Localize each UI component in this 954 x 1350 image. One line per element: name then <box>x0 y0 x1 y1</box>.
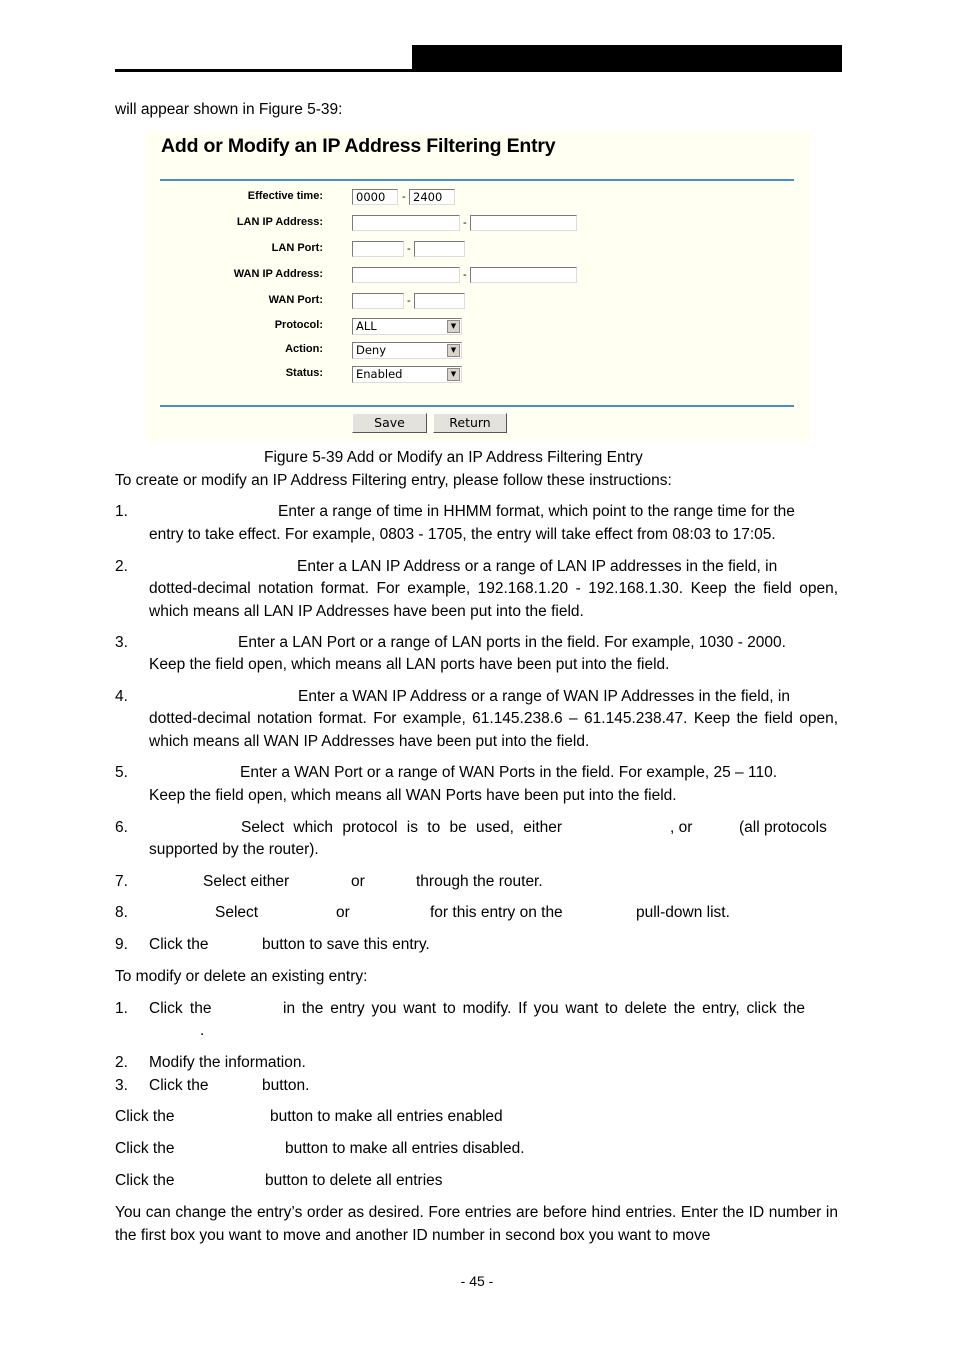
protocol-value: ALL <box>356 319 377 333</box>
step-number: 5. <box>115 764 128 781</box>
chevron-down-icon[interactable]: ▼ <box>447 344 460 357</box>
step-number: 1. <box>115 1000 128 1017</box>
effective-time-to-input[interactable]: 2400 <box>409 189 455 205</box>
step-text: . <box>200 1022 205 1039</box>
range-separator: - <box>463 217 467 229</box>
step-text: or <box>351 873 365 890</box>
figure-top-rule <box>160 179 794 181</box>
wan-ip-label: WAN IP Address: <box>233 268 323 280</box>
step-number: 2. <box>115 1054 128 1071</box>
intro-text: will appear shown in Figure 5-39: <box>115 101 343 118</box>
status-label: Status: <box>285 367 323 379</box>
step-text: Enter a LAN IP Address or a range of LAN IP addresses in the field, in <box>297 558 778 575</box>
step-text: , or <box>670 819 693 836</box>
step-text: in the entry you want to modify. If you want to delete the entry, click the <box>283 1000 805 1017</box>
step-text: Enter a range of time in HHMM format, which point to the range time for the <box>278 503 795 520</box>
step-text: Enter a LAN Port or a range of LAN ports in the field. For example, 1030 - 2000. <box>238 634 786 651</box>
step-text: entry to take effect. For example, 0803 - 1705, the entry will take effect from 08:03 to 17:05. <box>149 526 776 543</box>
step-text: Select either <box>203 873 290 890</box>
chevron-down-icon[interactable]: ▼ <box>447 320 460 333</box>
figure-title: Add or Modify an IP Address Filtering Entry <box>161 135 556 157</box>
wan-ip-start-input[interactable] <box>352 267 460 283</box>
step-number: 7. <box>115 873 128 890</box>
step-text: for this entry on the <box>430 904 563 921</box>
page-number: - 45 - <box>460 1273 494 1289</box>
closing-paragraph: You can change the entry’s order as desired. Fore entries are before hind entries. Enter the ID number in the first box you want to move and another ID number in second box you want to move <box>115 1204 838 1244</box>
range-separator: - <box>402 191 406 203</box>
action-label: Action: <box>285 343 323 355</box>
step-text: (all protocols <box>739 819 827 836</box>
range-separator: - <box>407 295 411 307</box>
figure-screenshot <box>145 131 810 441</box>
return-button[interactable]: Return <box>433 413 507 433</box>
step-number: 4. <box>115 688 128 705</box>
status-value: Enabled <box>356 367 403 381</box>
action-select[interactable] <box>352 342 462 359</box>
wan-port-label: WAN Port: <box>268 294 323 306</box>
lan-ip-start-input[interactable] <box>352 215 460 231</box>
figure-caption: Figure 5-39 Add or Modify an IP Address Filtering Entry <box>264 449 643 466</box>
step-number: 6. <box>115 819 128 836</box>
step-text: Keep the field open, which means all LAN ports have been put into the field. <box>149 656 670 673</box>
step-text: Select which protocol is to be used, either <box>241 819 563 836</box>
step-text: button to save this entry. <box>262 936 430 953</box>
protocol-label: Protocol: <box>274 319 323 331</box>
wan-port-end-input[interactable] <box>414 293 465 309</box>
step-text: dotted-decimal notation format. For example, 61.145.238.6 – 61.145.238.47. Keep the field open, which means all WAN IP Addresses have been put into the field. <box>149 710 838 750</box>
chevron-down-icon[interactable]: ▼ <box>447 368 460 381</box>
step-number: 3. <box>115 634 128 651</box>
figure-bottom-rule <box>160 405 794 407</box>
protocol-select[interactable] <box>352 318 462 335</box>
step-text: Select <box>215 904 259 921</box>
click-line-text: button to delete all entries <box>265 1172 443 1189</box>
click-line-text: button to make all entries disabled. <box>285 1140 525 1157</box>
click-line-text: Click the <box>115 1140 175 1157</box>
wan-ip-end-input[interactable] <box>470 267 577 283</box>
step-text: supported by the router). <box>149 841 319 858</box>
action-value: Deny <box>356 343 387 357</box>
effective-time-label: Effective time: <box>247 190 323 202</box>
effective-time-from-input[interactable]: 0000 <box>352 189 398 205</box>
click-line-text: button to make all entries enabled <box>270 1108 503 1125</box>
step-number: 2. <box>115 558 128 575</box>
save-button[interactable]: Save <box>352 413 427 433</box>
lan-port-end-input[interactable] <box>414 241 465 257</box>
step-text: Click the <box>149 936 209 953</box>
step-text: Click the <box>149 1077 209 1094</box>
step-text: through the router. <box>416 873 543 890</box>
lan-ip-end-input[interactable] <box>470 215 577 231</box>
step-number: 8. <box>115 904 128 921</box>
step-text: Enter a WAN IP Address or a range of WAN IP Addresses in the field, in <box>298 688 790 705</box>
modify-intro: To modify or delete an existing entry: <box>115 968 368 985</box>
click-line-text: Click the <box>115 1172 175 1189</box>
step-number: 3. <box>115 1077 128 1094</box>
lan-port-label: LAN Port: <box>271 242 323 254</box>
range-separator: - <box>463 269 467 281</box>
step-text: Modify the information. <box>149 1054 306 1071</box>
instructions-intro: To create or modify an IP Address Filtering entry, please follow these instructions: <box>115 472 672 489</box>
step-text: Click the <box>149 1000 212 1017</box>
lan-ip-label: LAN IP Address: <box>236 216 323 228</box>
header-bar <box>412 45 842 72</box>
status-select[interactable] <box>352 366 462 383</box>
click-line-text: Click the <box>115 1108 175 1125</box>
step-text: button. <box>262 1077 310 1094</box>
step-text: or <box>336 904 350 921</box>
wan-port-start-input[interactable] <box>352 293 404 309</box>
step-number: 9. <box>115 936 128 953</box>
step-number: 1. <box>115 503 128 520</box>
step-text: Enter a WAN Port or a range of WAN Ports in the field. For example, 25 – 110. <box>240 764 777 781</box>
range-separator: - <box>407 243 411 255</box>
lan-port-start-input[interactable] <box>352 241 404 257</box>
step-text: pull-down list. <box>636 904 730 921</box>
step-text: Keep the field open, which means all WAN Ports have been put into the field. <box>149 787 677 804</box>
step-text: dotted-decimal notation format. For example, 192.168.1.20 - 192.168.1.30. Keep the field open, which means all LAN IP Addresses have been put into the field. <box>149 580 838 620</box>
